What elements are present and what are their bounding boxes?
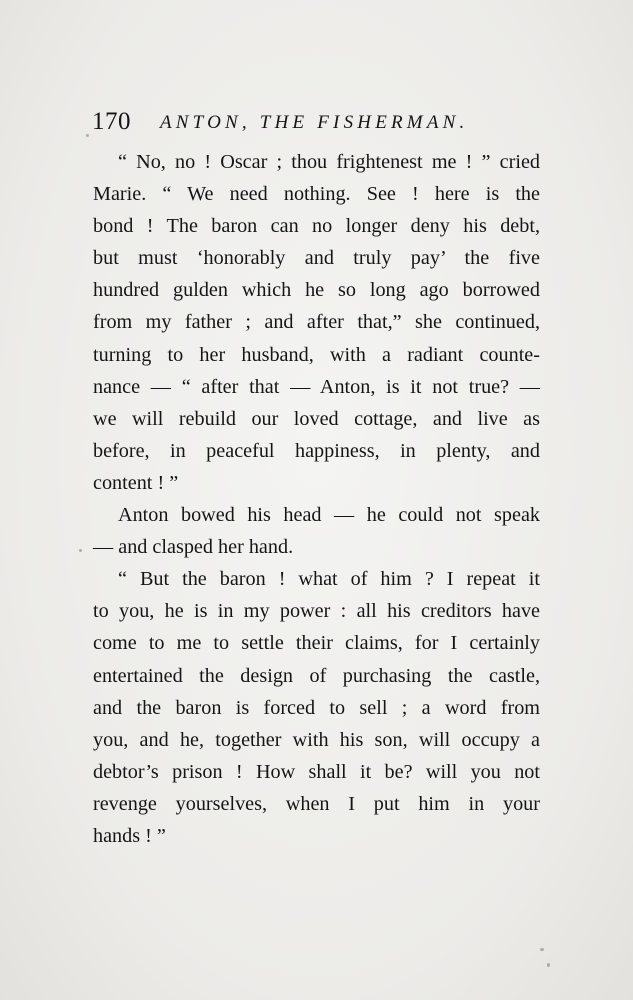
text-line: before, in peaceful happiness, in plenty, and (93, 439, 540, 462)
text-line: hundred gulden which he so long ago borrowed (93, 279, 540, 302)
paper-speck (79, 549, 82, 552)
text-line: nance — “ after that — Anton, is it not true? — (93, 375, 540, 398)
text-line: revenge yourselves, when I put him in your (93, 792, 540, 815)
running-head: ANTON, THE FISHERMAN. (160, 112, 469, 133)
text-line: bond ! The baron can no longer deny his debt, (93, 215, 540, 238)
text-line: come to me to settle their claims, for I certainly (93, 632, 540, 655)
text-line: — and clasped her hand. (93, 536, 294, 559)
text-line: “ No, no ! Oscar ; thou frightenest me ! ” cried (118, 151, 540, 173)
text-line: entertained the design of purchasing the castle, (93, 664, 540, 687)
text-line: from my father ; and after that,” she continued, (93, 311, 540, 334)
text-line: we will rebuild our loved cottage, and live as (93, 407, 540, 430)
page-number: 170 (92, 108, 131, 135)
paper-speck (86, 134, 89, 137)
text-line: and the baron is forced to sell ; a word from (93, 696, 540, 719)
body-text (93, 146, 540, 852)
page-header (92, 108, 542, 144)
text-line: you, and he, together with his son, will occupy a (93, 728, 540, 751)
text-line: but must ‘honorably and truly pay’ the five (93, 247, 540, 270)
text-line: turning to her husband, with a radiant counte- (93, 343, 540, 366)
text-line: content ! ” (93, 471, 179, 494)
text-line: Anton bowed his head — he could not speak (118, 504, 540, 527)
text-line: debtor’s prison ! How shall it be? will you not (93, 760, 540, 783)
text-line: “ But the baron ! what of him ? I repeat it (118, 568, 540, 591)
text-line: Marie. “ We need nothing. See ! here is the (93, 183, 540, 206)
paper-speck (547, 963, 550, 967)
text-line: to you, he is in my power : all his creditors have (93, 600, 540, 623)
text-line: hands ! ” (93, 824, 166, 847)
paper-speck (540, 948, 544, 951)
